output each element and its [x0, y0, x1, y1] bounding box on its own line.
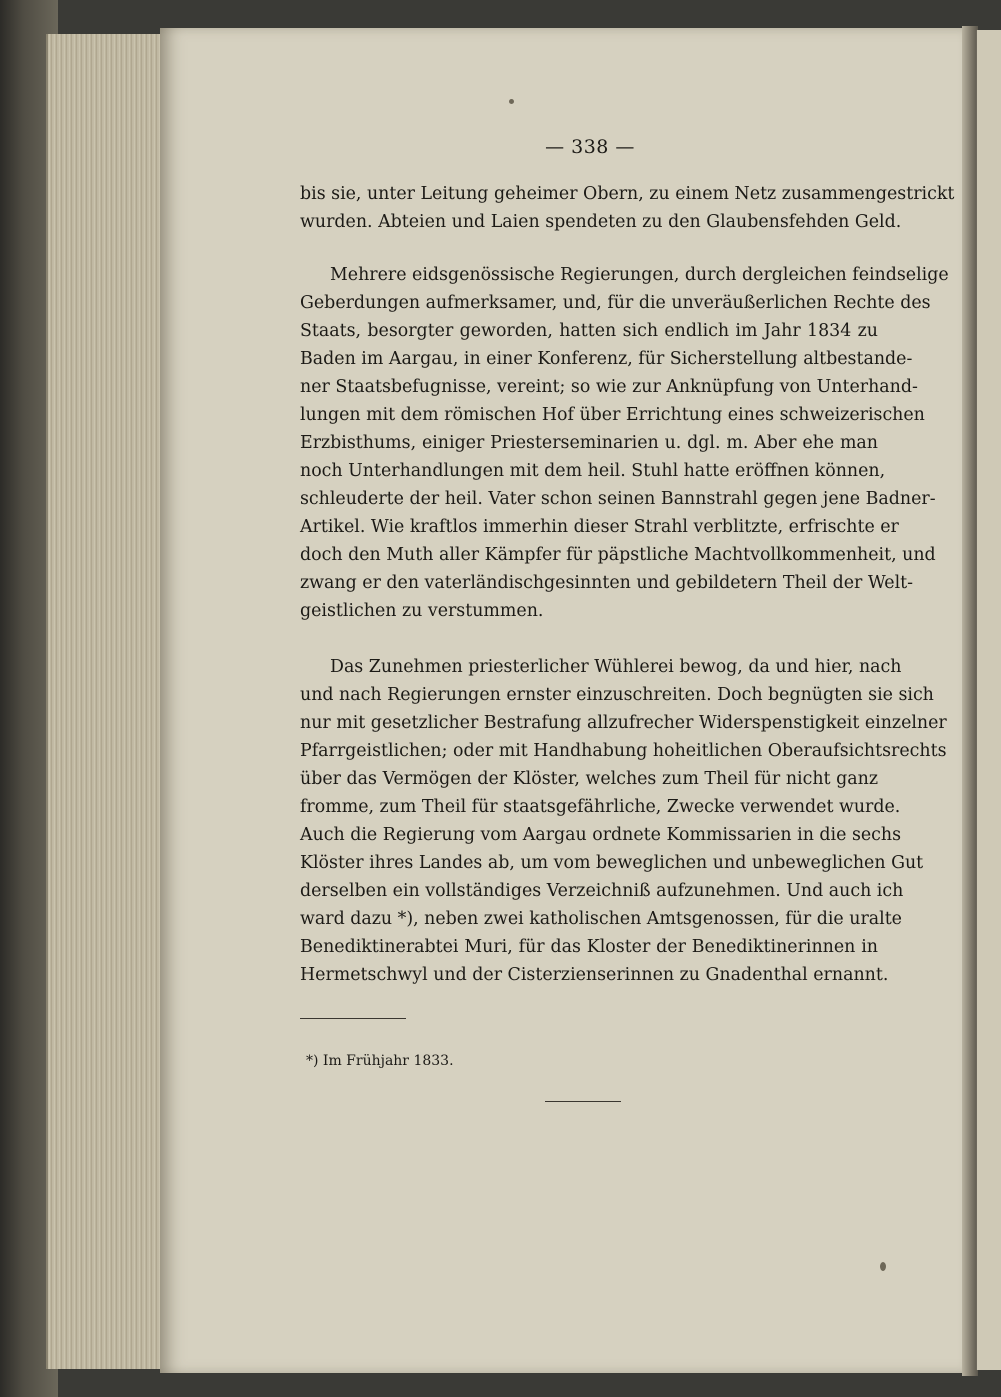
- text-line: Auch die Regierung vom Aargau ordnete Kommissarien in die sechs: [300, 825, 902, 845]
- text-line: ner Staatsbefugnisse, vereint; so wie zur Anknüpfung von Unterhand-: [300, 377, 918, 397]
- text-line: Das Zunehmen priesterlicher Wühlerei bewog, da und hier, nach: [330, 657, 902, 677]
- text-line: geistlichen zu verstummen.: [300, 601, 544, 621]
- text-line: Mehrere eidsgenössische Regierungen, durch dergleichen feindselige: [330, 265, 949, 285]
- text-line: Hermetschwyl und der Cisterzienserinnen zu Gnadenthal ernannt.: [300, 965, 889, 985]
- text-line: fromme, zum Theil für staatsgefährliche, Zwecke verwendet wurde.: [300, 797, 901, 817]
- facing-page-edge: [976, 30, 1001, 1370]
- end-rule: [545, 1101, 621, 1102]
- paragraph-2: [300, 261, 949, 625]
- paragraph-1: [300, 180, 955, 236]
- text-line: nur mit gesetzlicher Bestrafung allzufrecher Widerspenstigkeit einzelner: [300, 713, 947, 733]
- text-line: doch den Muth aller Kämpfer für päpstliche Machtvollkommenheit, und: [300, 545, 936, 565]
- text-line: über das Vermögen der Klöster, welches zum Theil für nicht ganz: [300, 769, 878, 789]
- text-line: und nach Regierungen ernster einzuschreiten. Doch begnügten sie sich: [300, 685, 934, 705]
- text-line: bis sie, unter Leitung geheimer Obern, zu einem Netz zusammengestrickt: [300, 184, 955, 204]
- text-line: Baden im Aargau, in einer Konferenz, für Sicherstellung altbestande-: [300, 349, 913, 369]
- text-line: Staats, besorgter geworden, hatten sich endlich im Jahr 1834 zu: [300, 321, 878, 341]
- text-line: Geberdungen aufmerksamer, und, für die unveräußerlichen Rechte des: [300, 293, 931, 313]
- text-line: Artikel. Wie kraftlos immerhin dieser Strahl verblitzte, erfrischte er: [300, 517, 899, 537]
- text-line: wurden. Abteien und Laien spendeten zu den Glaubensfehden Geld.: [300, 212, 902, 232]
- text-line: noch Unterhandlungen mit dem heil. Stuhl hatte eröffnen können,: [300, 461, 886, 481]
- page-edges: [46, 34, 168, 1369]
- text-line: derselben ein vollständiges Verzeichniß aufzunehmen. Und auch ich: [300, 881, 904, 901]
- page-number: — 338 —: [545, 136, 635, 158]
- paragraph-3: [300, 653, 947, 989]
- text-line: Erzbisthums, einiger Priesterseminarien u. dgl. m. Aber ehe man: [300, 433, 878, 453]
- ink-spot: [509, 99, 514, 104]
- text-line: lungen mit dem römischen Hof über Errichtung eines schweizerischen: [300, 405, 925, 425]
- text-line: Klöster ihres Landes ab, um vom beweglichen und unbeweglichen Gut: [300, 853, 924, 873]
- footnote-separator: [300, 1018, 406, 1019]
- text-line: schleuderte der heil. Vater schon seinen Bannstrahl gegen jene Badner-: [300, 489, 936, 509]
- ink-spot: [880, 1262, 886, 1271]
- footnote: *) Im Frühjahr 1833.: [306, 1053, 454, 1069]
- text-line: Pfarrgeistlichen; oder mit Handhabung hoheitlichen Oberaufsichtsrechts: [300, 741, 947, 761]
- text-line: zwang er den vaterländischgesinnten und gebildetern Theil der Welt-: [300, 573, 914, 593]
- text-line: ward dazu *), neben zwei katholischen Amtsgenossen, für die uralte: [300, 909, 902, 929]
- text-line: Benediktinerabtei Muri, für das Kloster der Benediktinerinnen in: [300, 937, 878, 957]
